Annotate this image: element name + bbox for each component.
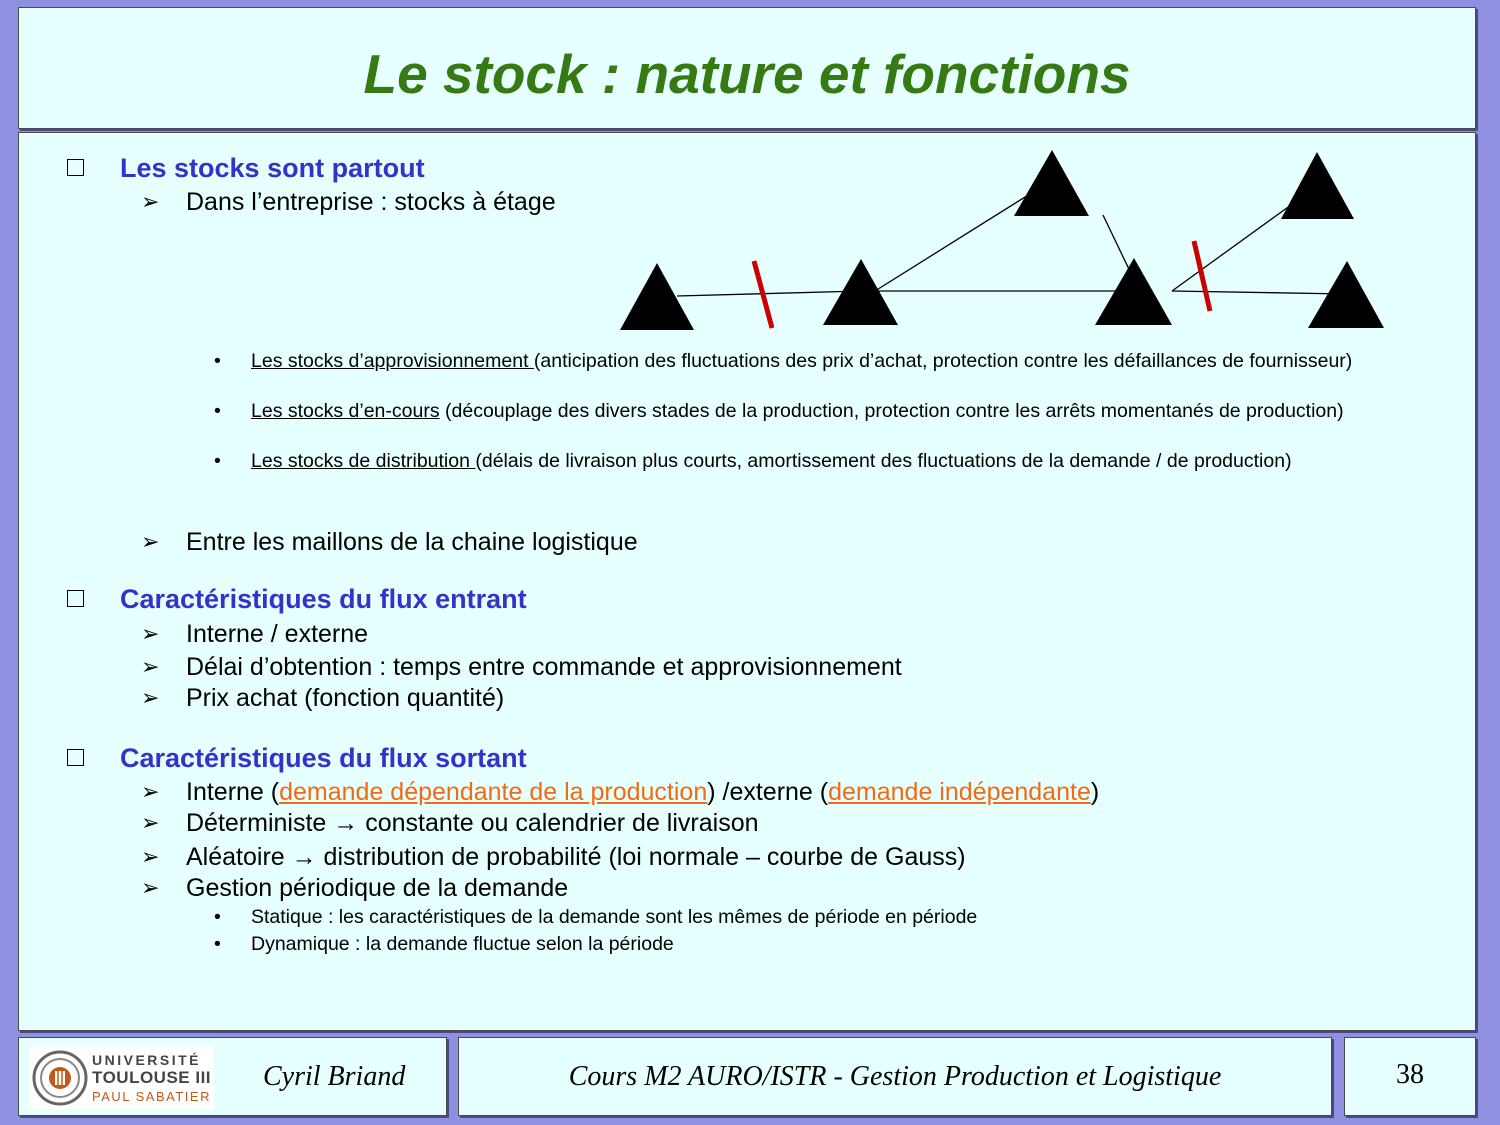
link-demande-dependante[interactable]: demande dépendante de la production — [279, 778, 708, 806]
course-title: Cours M2 AURO/ISTR - Gestion Production et Logistique — [568, 1061, 1222, 1092]
slide-title: Le stock : nature et fonctions — [363, 43, 1131, 105]
list-item: • Les stocks d’approvisionnement (anticipation des fluctuations des prix d’achat, protection contre les défaillances de fournisseur) — [214, 350, 1353, 372]
arrow-bullet-icon: ➢ — [141, 844, 160, 869]
cut-mark-icon — [754, 261, 772, 328]
page-number: 38 — [1396, 1059, 1424, 1090]
stock-diagram — [617, 145, 1417, 335]
author-name: Cyril Briand — [263, 1061, 406, 1092]
university-seal-icon — [32, 1050, 88, 1106]
cut-mark-icon — [1194, 241, 1210, 311]
list-item: • Les stocks de distribution (délais de livraison plus courts, amortissement des fluctuations de la demande / de production) — [214, 450, 1292, 472]
title-panel — [18, 7, 1476, 129]
link-demande-independante[interactable]: demande indépendante — [828, 778, 1091, 806]
footer-course-panel — [458, 1037, 1332, 1116]
stock-triangle-icon — [1281, 152, 1354, 219]
list-item: • Dynamique : la demande fluctue selon la période — [214, 933, 674, 955]
content-panel: Les stocks sont partout ➢ Dans l’entreprise : stocks à étage • Les stocks d’approvisionnement (anticipation des fluctuations des prix d’achat, protection contre les défaillances de fournisseur) • Les stocks d’en-cours (découplage des divers stades de la production, protection contre les arrêts momentanés de production) • Les stocks de distribution (délais de livraison plus courts, amortissement des fluctuations de la demande / de production) ➢ Entre les maillons de la chaine logistique Caractéristiques du flux entrant ➢ Interne / externe ➢ Délai d’obtention : temps entre commande et approvisionnement ➢ Prix achat (fonction quantité) Caractéristiques du flux sortant ➢ Interne (demande dépendante de la production) /externe (demande indépendante) ➢ Déterministe → constante ou calendrier de livraison ➢ Aléatoire → distribution de probabilité (loi normale – courbe de Gauss) ➢ Gestion périodique de la demande • Statique : les caractéristiques de la demande sont les mêmes de période en période • Dynamique : la demande fluctue selon la période — [18, 132, 1476, 1031]
footer-author-panel — [18, 1037, 447, 1116]
flow-arrow — [875, 182, 1049, 291]
stock-triangle-icon — [620, 263, 694, 330]
stock-triangle-icon — [1014, 150, 1089, 216]
checkbox-bullet-icon — [67, 159, 84, 176]
university-logo: UNIVERSITÉ TOULOUSE III PAUL SABATIER — [29, 1046, 214, 1110]
arrow-bullet-icon: ➢ — [141, 529, 160, 554]
flow-arrow — [677, 291, 862, 296]
arrow-bullet-icon: ➢ — [141, 779, 160, 804]
checkbox-bullet-icon — [67, 590, 84, 607]
flow-arrow — [1172, 291, 1347, 294]
footer-page-panel — [1344, 1037, 1476, 1116]
arrow-bullet-icon: ➢ — [141, 875, 160, 900]
list-item: • Statique : les caractéristiques de la demande sont les mêmes de période en période — [214, 906, 978, 928]
arrow-bullet-icon: ➢ — [141, 621, 160, 646]
list-item: • Les stocks d’en-cours (découplage des divers stades de la production, protection contre les arrêts momentanés de production) — [214, 400, 1344, 422]
checkbox-bullet-icon — [67, 749, 84, 766]
stock-triangle-icon — [1308, 261, 1384, 328]
arrow-bullet-icon: ➢ — [141, 189, 160, 214]
arrow-bullet-icon: ➢ — [141, 654, 160, 679]
arrow-bullet-icon: ➢ — [141, 685, 160, 710]
arrow-bullet-icon: ➢ — [141, 810, 160, 835]
